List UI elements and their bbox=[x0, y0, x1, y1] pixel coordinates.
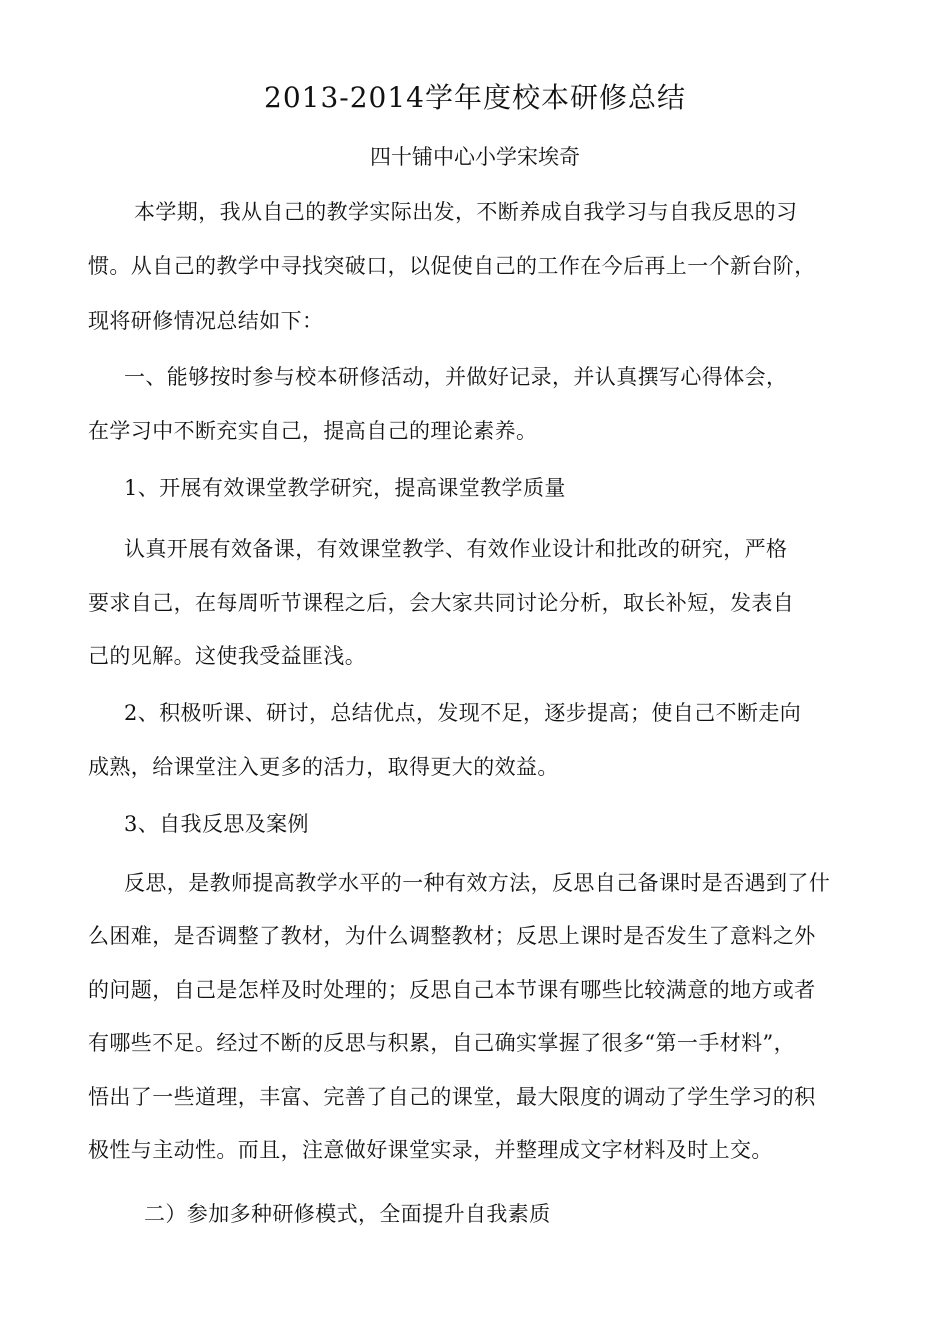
section-heading: 3、自我反思及案例 bbox=[124, 812, 309, 836]
section-heading: 1、开展有效课堂教学研究，提高课堂教学质量 bbox=[124, 476, 566, 500]
paragraph-line: 要求自己，在每周听节课程之后，会大家共同讨论分析，取长补短，发表自 bbox=[88, 591, 795, 615]
paragraph-line: 悟出了一些道理，丰富、完善了自己的课堂，最大限度的调动了学生学习的积 bbox=[88, 1085, 816, 1109]
paragraph-line: 么困难，是否调整了教材，为什么调整教材；反思上课时是否发生了意料之外 bbox=[88, 924, 816, 948]
paragraph-line: 2、积极听课、研讨，总结优点，发现不足，逐步提高；使自己不断走向 bbox=[124, 701, 802, 725]
paragraph-line: 在学习中不断充实自己，提高自己的理论素养。 bbox=[88, 419, 538, 443]
paragraph-line: 有哪些不足。经过不断的反思与积累，自己确实掌握了很多“第一手材料”， bbox=[88, 1031, 796, 1055]
paragraph-line: 一、能够按时参与校本研修活动，并做好记录，并认真撰写心得体会， bbox=[124, 365, 788, 389]
paragraph-line: 成熟，给课堂注入更多的活力，取得更大的效益。 bbox=[88, 755, 559, 779]
paragraph-line: 的问题，自己是怎样及时处理的；反思自己本节课有哪些比较满意的地方或者 bbox=[88, 978, 816, 1002]
paragraph-line: 本学期，我从自己的教学实际出发，不断养成自我学习与自我反思的习 bbox=[134, 200, 798, 224]
paragraph-line: 认真开展有效备课，有效课堂教学、有效作业设计和批改的研究，严格 bbox=[124, 537, 788, 561]
paragraph-line: 极性与主动性。而且，注意做好课堂实录，并整理成文字材料及时上交。 bbox=[88, 1138, 773, 1162]
section-heading: 二）参加多种研修模式，全面提升自我素质 bbox=[144, 1202, 551, 1226]
paragraph-line: 反思，是教师提高教学水平的一种有效方法，反思自己备课时是否遇到了什 bbox=[124, 871, 831, 895]
paragraph-line: 己的见解。这使我受益匪浅。 bbox=[88, 644, 367, 668]
document-author: 四十铺中心小学宋埃奇 bbox=[370, 145, 580, 169]
paragraph-line: 现将研修情况总结如下： bbox=[88, 309, 324, 333]
paragraph-line: 惯。从自己的教学中寻找突破口，以促使自己的工作在今后再上一个新台阶， bbox=[88, 254, 816, 278]
document-title: 2013-2014学年度校本研修总结 bbox=[264, 81, 686, 114]
